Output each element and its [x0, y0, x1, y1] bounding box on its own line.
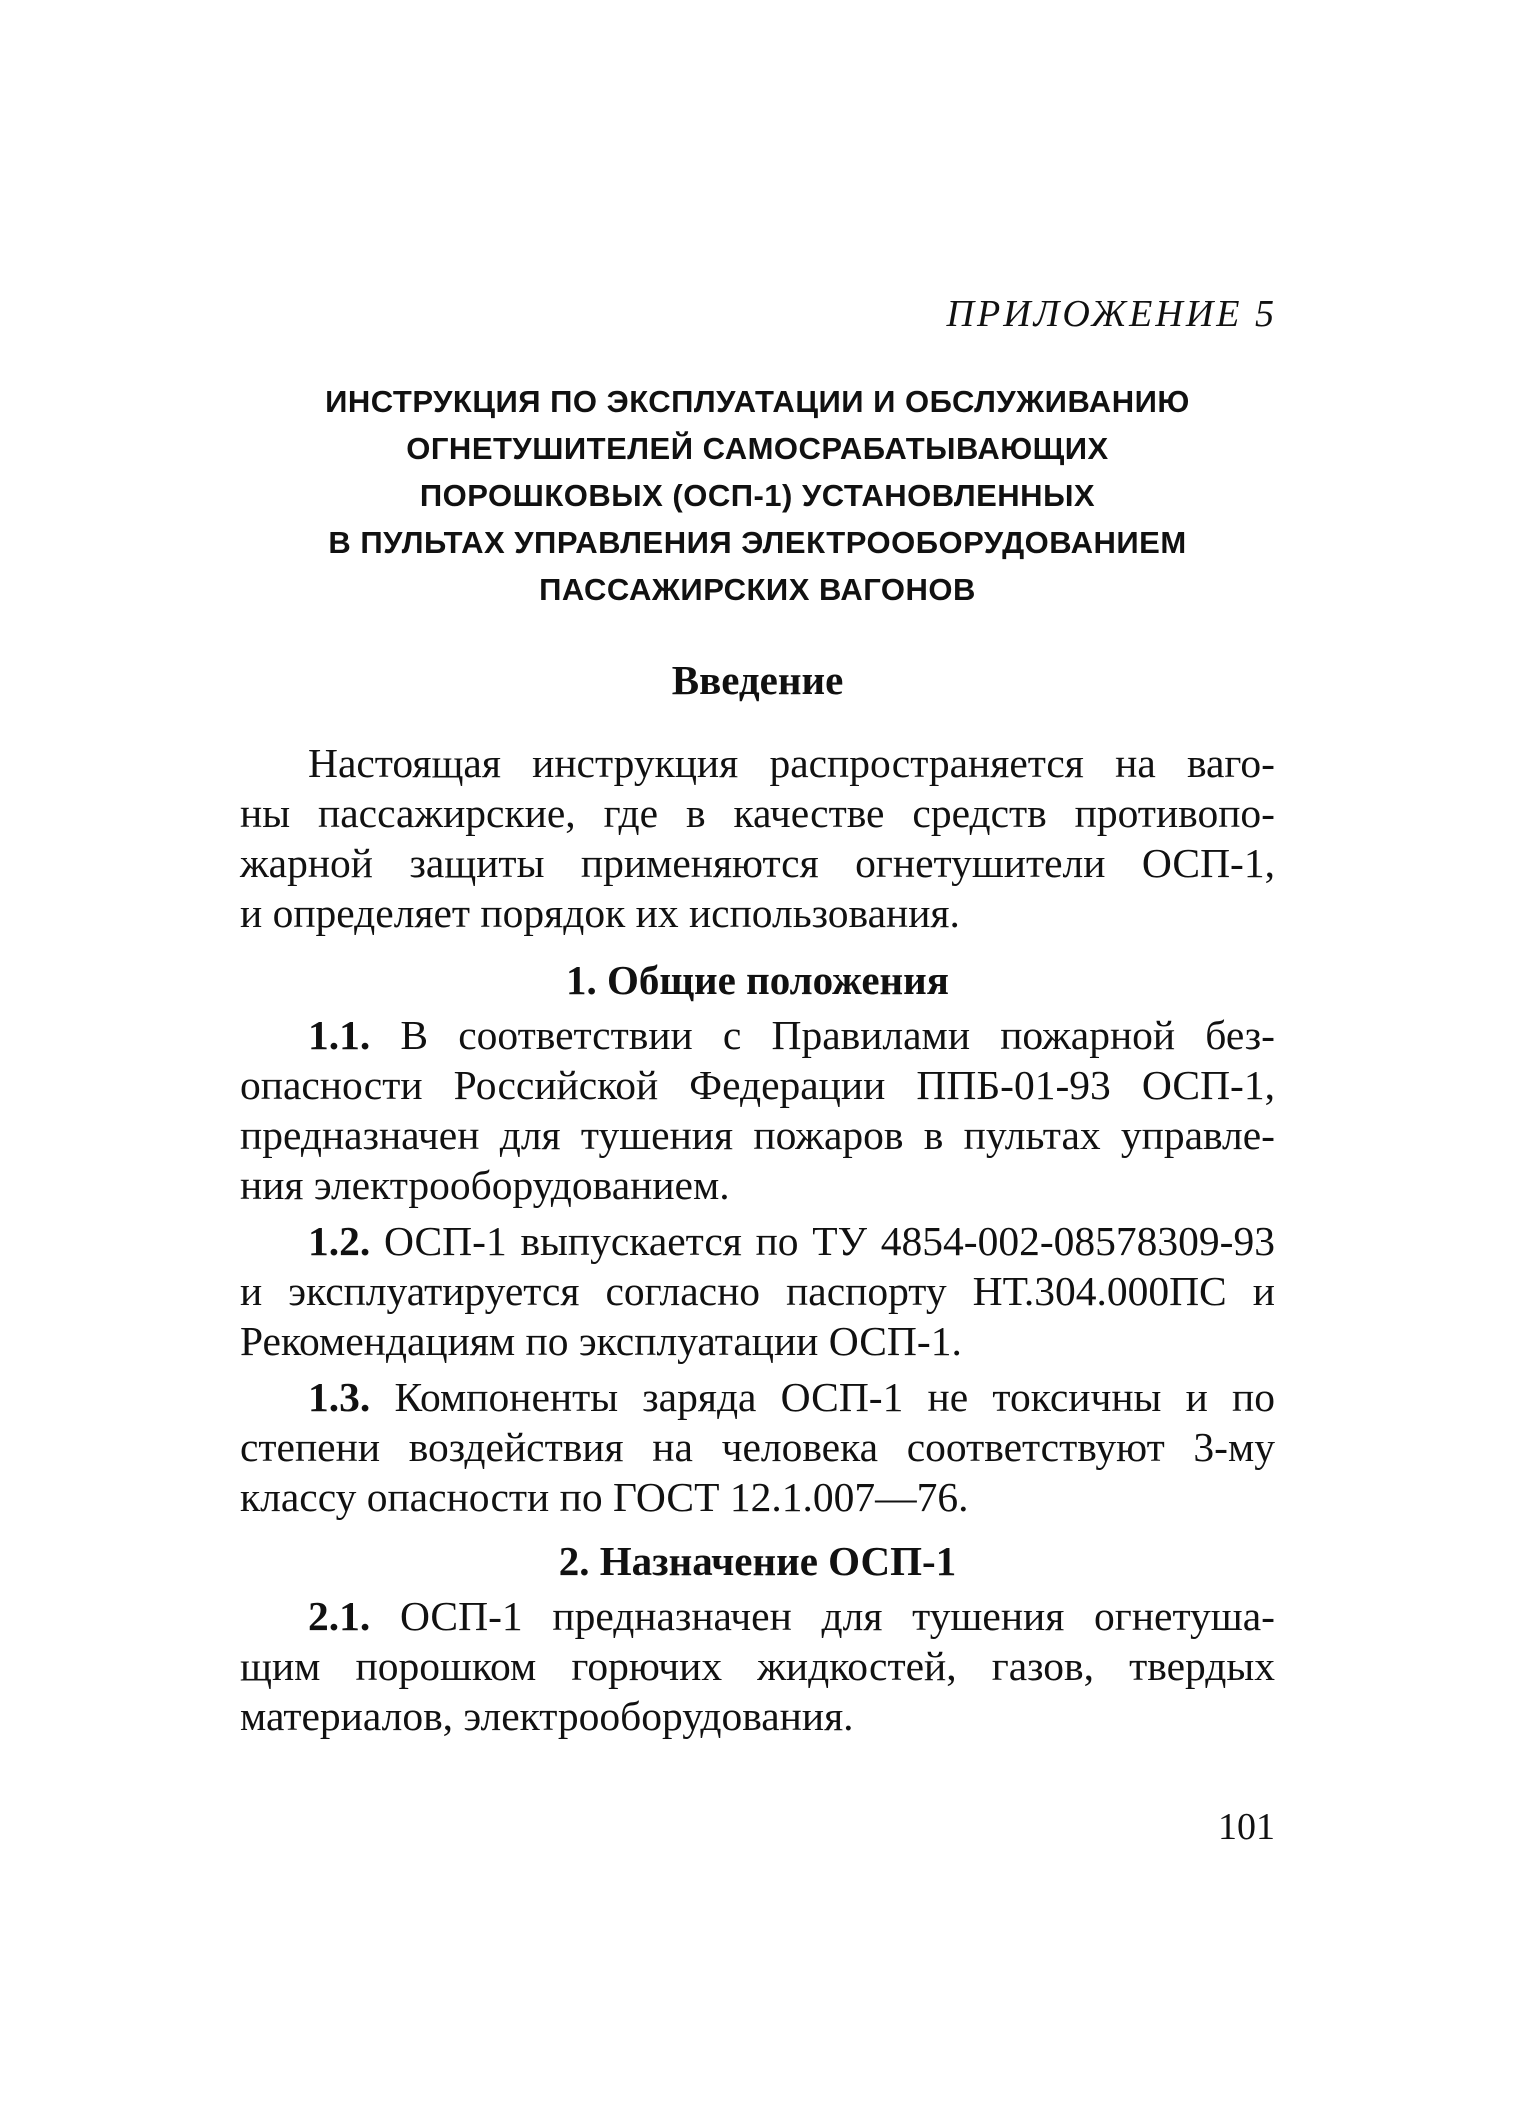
text-line: Рекомендациям по эксплуатации ОСП-1. — [240, 1318, 962, 1364]
text-line: степени воздействия на человека соответствуют 3-му — [240, 1424, 1275, 1470]
text-line: классу опасности по ГОСТ 12.1.007—76. — [240, 1474, 969, 1520]
item-text: ОСП-1 предназначен для тушения огнетуша- — [370, 1593, 1275, 1639]
item-text: В соответствии с Правилами пожарной без- — [370, 1012, 1275, 1058]
paragraph-1-2 — [240, 1216, 1275, 1366]
title-line: ПОРОШКОВЫХ (ОСП-1) УСТАНОВЛЕННЫХ — [419, 478, 1096, 513]
appendix-label: ПРИЛОЖЕНИЕ 5 — [946, 293, 1277, 335]
item-text: Компоненты заряда ОСП-1 не токсичны и по — [370, 1374, 1275, 1420]
item-number: 2.1. — [308, 1593, 371, 1639]
text-line — [240, 1216, 1275, 1266]
intro-heading: Введение — [671, 657, 844, 703]
text-line: предназначен для тушения пожаров в пультах управле- — [240, 1112, 1275, 1158]
text-line: Настоящая инструкция распространяется на ваго- — [308, 740, 1275, 786]
paragraph-1-1 — [240, 1010, 1275, 1210]
text-line: ния электрооборудованием. — [240, 1162, 730, 1208]
text-line — [240, 1372, 1275, 1422]
item-number: 1.3. — [308, 1374, 371, 1420]
text-line: ны пассажирские, где в качестве средств противопо- — [240, 790, 1275, 836]
document-title — [240, 378, 1275, 613]
item-text: ОСП-1 выпускается по ТУ 4854-002-08578309-93 — [370, 1218, 1275, 1264]
page-number: 101 — [1218, 1806, 1275, 1848]
title-line: В ПУЛЬТАХ УПРАВЛЕНИЯ ЭЛЕКТРООБОРУДОВАНИЕМ — [328, 525, 1187, 560]
section-1-heading: 1. Общие положения — [566, 957, 949, 1003]
paragraph-2-1 — [240, 1591, 1275, 1741]
text-line: и эксплуатируется согласно паспорту НТ.304.000ПС и — [240, 1268, 1275, 1314]
section-2-heading: 2. Назначение ОСП-1 — [558, 1538, 957, 1584]
title-line: ИНСТРУКЦИЯ ПО ЭКСПЛУАТАЦИИ И ОБСЛУЖИВАНИЮ — [325, 384, 1190, 419]
paragraph-1-3 — [240, 1372, 1275, 1522]
text-line — [240, 1591, 1275, 1641]
item-number: 1.1. — [308, 1012, 371, 1058]
text-line: и определяет порядок их использования. — [240, 890, 960, 936]
text-line: опасности Российской Федерации ППБ-01-93 ОСП-1, — [240, 1062, 1275, 1108]
title-line: ПАССАЖИРСКИХ ВАГОНОВ — [539, 572, 976, 607]
item-number: 1.2. — [308, 1218, 371, 1264]
text-line — [240, 1010, 1275, 1060]
title-line: ОГНЕТУШИТЕЛЕЙ САМОСРАБАТЫВАЮЩИХ — [406, 431, 1109, 466]
text-line: щим порошком горючих жидкостей, газов, твердых — [240, 1643, 1275, 1689]
intro-paragraph — [240, 738, 1275, 938]
text-line: жарной защиты применяются огнетушители ОСП-1, — [240, 840, 1275, 886]
text-line: материалов, электрооборудования. — [240, 1693, 854, 1739]
